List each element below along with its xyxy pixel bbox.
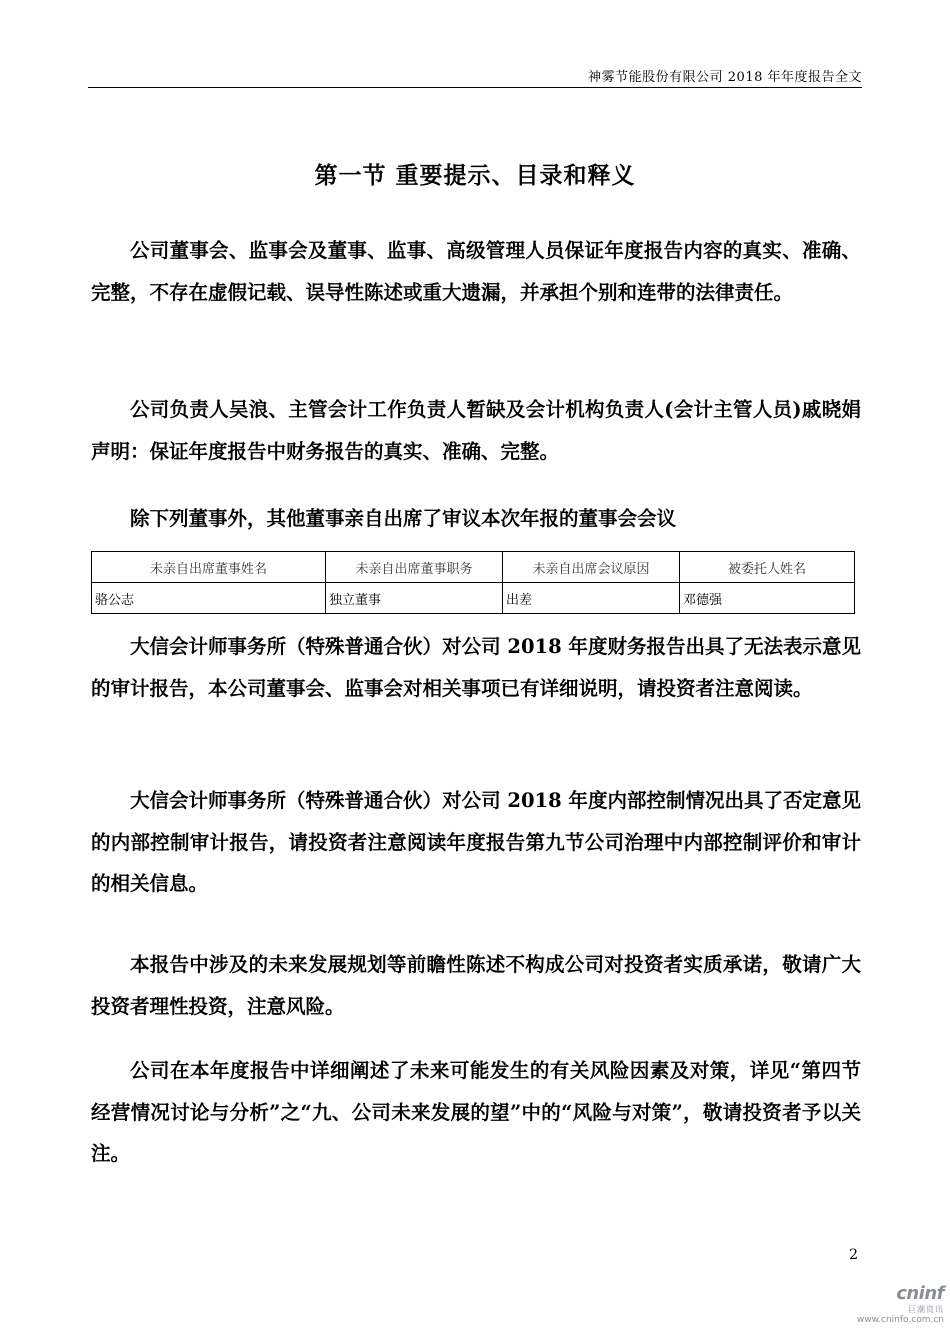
cninfo-url: www.cninfo.com.cn (856, 1315, 944, 1325)
running-header: 神雾节能股份有限公司 2018 年年度报告全文 (588, 70, 862, 85)
table-header-cell: 被委托人姓名 (680, 552, 855, 583)
paragraph-audit-opinion: 大信会计师事务所（特殊普通合伙）对公司 2018 年度财务报告出具了无法表示意见的审计报告，本公司董事会、监事会对相关事项已有详细说明，请投资者注意阅读。 (91, 635, 861, 700)
cninfo-chinese-name: 巨潮资讯 (908, 1305, 944, 1314)
table-cell: 骆公志 (92, 583, 326, 614)
section-title: 第一节 重要提示、目录和释义 (314, 162, 636, 189)
table-header-cell: 未亲自出席会议原因 (503, 552, 680, 583)
header-divider (88, 87, 862, 88)
absent-directors-table (91, 551, 855, 614)
paragraph-responsibility: 公司董事会、监事会及董事、监事、高级管理人员保证年度报告内容的真实、准确、完整，不存在虚假记载、误导性陈述或重大遗漏，并承担个别和连带的法律责任。 (91, 239, 861, 304)
paragraph-absent-directors: 除下列董事外，其他董事亲自出席了审议本次年报的董事会会议 (130, 507, 677, 530)
paragraph-forward-looking: 本报告中涉及的未来发展规划等前瞻性陈述不构成公司对投资者实质承诺，敬请广大投资者理性投资，注意风险。 (91, 953, 861, 1018)
cninfo-watermark (852, 1284, 944, 1340)
table-header-cell: 未亲自出席董事职务 (326, 552, 503, 583)
table-row (92, 583, 855, 614)
paragraph-risk-factors: 公司在本年度报告中详细阐述了未来可能发生的有关风险因素及对策，详见“第四节经营情况讨论与分析”之“九、公司未来发展的望”中的“风险与对策”，敬请投资者予以关注。 (91, 1059, 861, 1165)
table-header-row (92, 552, 855, 583)
page-number: 2 (849, 1247, 858, 1263)
table-header-cell: 未亲自出席董事姓名 (92, 552, 326, 583)
table-cell: 独立董事 (326, 583, 503, 614)
paragraph-financial-statement: 公司负责人吴浪、主管会计工作负责人暂缺及会计机构负责人(会计主管人员)戚晓娟声明：保证年度报告中财务报告的真实、准确、完整。 (91, 398, 861, 463)
paragraph-internal-control: 大信会计师事务所（特殊普通合伙）对公司 2018 年度内部控制情况出具了否定意见的内部控制审计报告，请投资者注意阅读年度报告第九节公司治理中内部控制评价和审计的相关信息。 (91, 789, 861, 895)
table-cell: 邓德强 (680, 583, 855, 614)
table-cell: 出差 (503, 583, 680, 614)
cninfo-logo-text: cninf (896, 1283, 944, 1304)
